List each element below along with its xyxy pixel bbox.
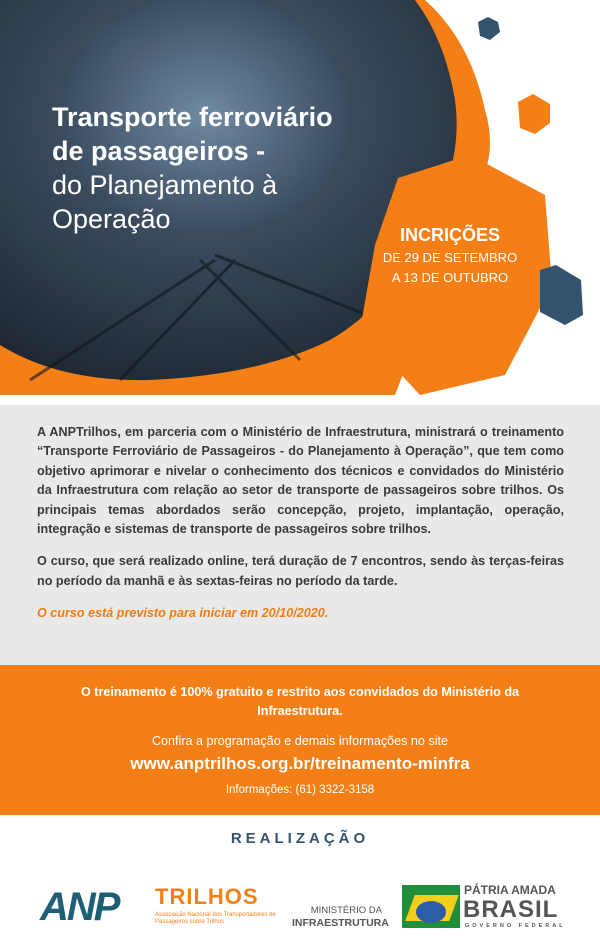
registration-end: A 13 DE OUTUBRO	[391, 270, 509, 285]
ministerio-logo	[292, 905, 389, 930]
registration-label: INCRIÇÕES	[399, 225, 500, 245]
navy-hexagon-top	[478, 17, 500, 40]
anp-mark: ANP	[40, 885, 119, 929]
ministerio-line-1: MINISTÉRIO DA	[310, 905, 382, 916]
start-date-note: O curso está previsto para iniciar em 20/10/2020.	[37, 606, 329, 621]
trilhos-text: TRILHOS	[155, 884, 259, 909]
hero-banner	[0, 0, 600, 400]
hero-title	[52, 100, 333, 236]
navy-hexagon-right	[540, 265, 583, 325]
anp-subtitle: Associação Nacional dos Transportadores de Passageiros sobre Trilhos	[155, 912, 276, 925]
title-line-4: Operação	[52, 204, 171, 234]
registration-start: DE 29 DE SETEMBRO	[382, 250, 518, 265]
free-notice: O treinamento é 100% gratuito e restrito aos convidados do Ministério da Infraestrutura.	[80, 685, 520, 718]
registration-period	[360, 224, 540, 288]
governo-federal-text: GOVERNO FEDERAL	[465, 923, 566, 929]
title-line-1: Transporte ferroviário	[52, 102, 333, 132]
title-line-3: do Planejamento à	[52, 170, 278, 200]
contact-phone: Informações: (61) 3322-3158	[225, 784, 375, 796]
brasil-text: BRASIL	[463, 896, 559, 923]
patria-amada-text: PÁTRIA AMADA	[464, 883, 556, 897]
site-prompt: Confira a programação e demais informações no site	[151, 734, 449, 748]
orange-hexagon-small	[518, 94, 550, 134]
brazil-flag-icon	[402, 885, 460, 928]
info-band	[0, 665, 600, 815]
intro-paragraph-2: O curso, que será realizado online, terá duração de 7 encontros, sendo às terças-feiras no período da manhã e às sextas-feiras no período da tarde.	[37, 554, 564, 588]
title-line-2: de passageiros -	[52, 136, 266, 166]
intro-paragraph-1: A ANPTrilhos, em parceria com o Ministério de Infraestrutura, ministrará o treinamento “Transporte Ferroviário de Passageiros - do Planejamento à Operação”, que tem como objetivo aprimorar e nivelar o conhecimento dos técnicos e convidados do Ministério da Infraestrutura com relação ao setor de transporte de passageiros sobre trilhos. Os principais temas abordados serão concepção, projeto, implantação, operação, integração e sistemas de transporte de passageiros sobre trilhos.	[37, 425, 564, 537]
ministerio-line-2: INFRAESTRUTURA	[292, 917, 389, 929]
site-link[interactable]: www.anptrilhos.org.br/treinamento-minfra	[130, 754, 470, 773]
anptrilhos-logo[interactable]	[40, 884, 276, 930]
realizacao-heading: REALIZAÇÃO	[230, 830, 370, 847]
governo-federal-logo	[402, 883, 566, 932]
intro-section	[0, 405, 600, 665]
